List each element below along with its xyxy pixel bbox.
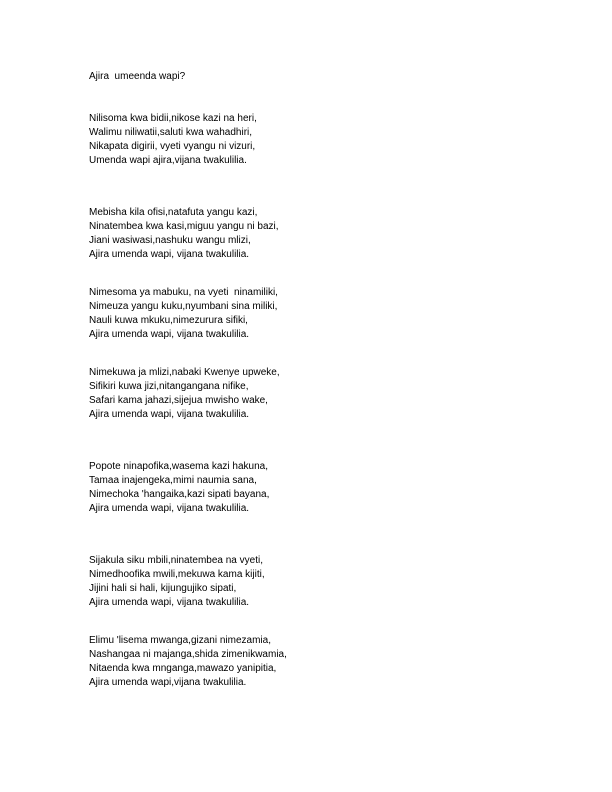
stanza-line: Tamaa inajengeka,mimi naumia sana,: [89, 475, 257, 486]
stanza-line: Ajira umenda wapi, vijana twakulilia.: [89, 597, 250, 608]
stanza-line: Jiani wasiwasi,nashuku wangu mlizi,: [89, 235, 251, 246]
stanza-line: Nimekuwa ja mlizi,nabaki Kwenye upweke,: [89, 367, 280, 378]
stanza-line: Nimeuza yangu kuku,nyumbani sina miliki,: [89, 301, 278, 312]
stanza-line: Nimechoka 'hangaika,kazi sipati bayana,: [89, 489, 270, 500]
stanza-line: Ajira umenda wapi,vijana twakulilia.: [89, 677, 247, 688]
stanza-line: Nimesoma ya mabuku, na vyeti ninamiliki,: [89, 287, 278, 298]
stanza-line: Nitaenda kwa mnganga,mawazo yanipitia,: [89, 663, 277, 674]
stanza-line: Umenda wapi ajira,vijana twakulilia.: [89, 155, 247, 166]
stanza-line: Ajira umenda wapi, vijana twakulilia.: [89, 329, 250, 340]
stanza-7: [89, 634, 287, 690]
stanza-5: [89, 460, 269, 516]
stanza-line: Mebisha kila ofisi,natafuta yangu kazi,: [89, 207, 258, 218]
poem-title: Ajira umeenda wapi?: [89, 71, 186, 82]
stanza-line: Nashangaa ni majanga,shida zimenikwamia,: [89, 649, 287, 660]
stanza-line: Sifikiri kuwa jizi,nitangangana nifike,: [89, 381, 249, 392]
stanza-line: Elimu 'lisema mwanga,gizani nimezamia,: [89, 635, 271, 646]
stanza-4: [89, 366, 280, 422]
stanza-line: Nilisoma kwa bidii,nikose kazi na heri,: [89, 113, 257, 124]
stanza-line: Sijakula siku mbili,ninatembea na vyeti,: [89, 555, 263, 566]
stanza-line: Ajira umenda wapi, vijana twakulilia.: [89, 249, 250, 260]
stanza-line: Ajira umenda wapi, vijana twakulilia.: [89, 409, 250, 420]
stanza-line: Nauli kuwa mkuku,nimezurura sifiki,: [89, 315, 248, 326]
stanza-line: Popote ninapofika,wasema kazi hakuna,: [89, 461, 269, 472]
stanza-6: [89, 554, 265, 610]
stanza-3: [89, 286, 278, 342]
stanza-2: [89, 206, 279, 262]
stanza-line: Ninatembea kwa kasi,miguu yangu ni bazi,: [89, 221, 279, 232]
stanza-line: Safari kama jahazi,sijejua mwisho wake,: [89, 395, 268, 406]
stanza-line: Nimedhoofika mwili,mekuwa kama kijiti,: [89, 569, 265, 580]
stanza-line: Jijini hali si hali, kijungujiko sipati,: [89, 583, 237, 594]
stanza-line: Nikapata digirii, vyeti vyangu ni vizuri,: [89, 141, 256, 152]
stanza-line: Ajira umenda wapi, vijana twakulilia.: [89, 503, 250, 514]
stanza-line: Walimu niliwatii,saluti kwa wahadhiri,: [89, 127, 253, 138]
stanza-1: [89, 112, 257, 168]
